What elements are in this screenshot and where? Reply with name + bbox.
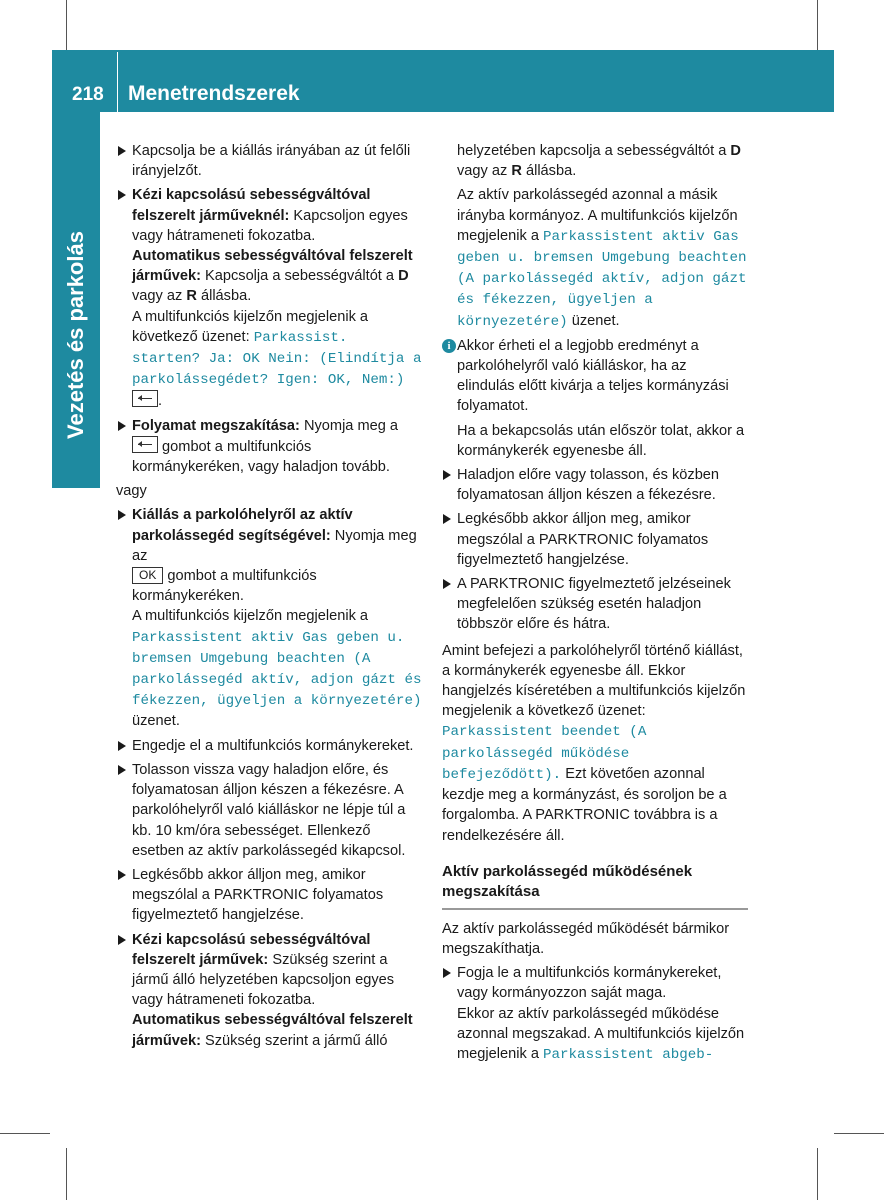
crop-mark [817,1148,818,1200]
paragraph: Amint befejezi a parkolóhelyről történő kiállást, a kormánykerék egyenesbe áll. Ekkor hangjelzés kíséretében a multifunkciós kijelzőn megjelenik a következő üzenet: Parkassistent beendet (A parkolássegéd működése befejeződött). Ezt követően azonnal kezdje meg a kormányzást, és soroljon be a forgalomba. A PARKTRONIC továbbra is a rendelkezésére áll. [442,642,746,844]
crop-mark [834,1133,884,1134]
side-tab-label: Vezetés és parkolás [63,231,88,439]
section-heading: Aktív parkolássegéd működésének megszakítása [442,862,748,910]
display-message: Parkassistent abgeb- [543,1046,714,1063]
ok-button-icon: OK [132,567,163,584]
list-item: Kapcsolja be a kiállás irányában az út felőli irányjelzőt. [117,141,423,181]
display-message: Parkassistent aktiv Gas geben u. bremsen Umgebung beachten (A parkolássegéd aktív, adjon gázt és fékezzen, ügyeljen a környezetére) [457,228,747,330]
back-button-icon [132,436,158,453]
list-item: Engedje el a multifunkciós kormánykereket. [117,736,423,756]
left-column [117,141,423,1055]
list-item: Legkésőbb akkor álljon meg, amikor megszólal a PARKTRONIC folyamatos figyelmeztető hangjelzése. [117,865,423,926]
display-message: Parkassistent aktiv Gas geben u. bremsen Umgebung beachten (A parkolássegéd aktív, adjon gázt és fékezzen, ügyeljen a környezetére) [132,629,422,710]
display-message: Parkassistent beendet (A parkolássegéd működése befejeződött). [442,724,647,783]
list-item: Legkésőbb akkor álljon meg, amikor megszólal a PARKTRONIC folyamatos figyelmeztető hangjelzése. [442,509,748,570]
list-item: Tolasson vissza vagy haladjon előre, és folyamatosan álljon készen a fékezésre. A parkolóhelyről való kiálláskor ne lépje túl a kb. 10 km/óra sebességet. Ellenkező esetben az aktív parkolássegéd kikapcsol. [117,760,423,861]
list-item: Haladjon előre vagy tolasson, és közben folyamatosan álljon készen a fékezésre. [442,465,748,505]
page-number: 218 [72,84,104,105]
crop-mark [66,0,67,50]
list-item: Kiállás a parkolóhelyről az aktív parkolássegéd segítségével: Nyomja meg az OK gombot a multifunkciós kormánykeréken. A multifunkciós kijelzőn megjelenik a Parkassistent aktiv Gas geben u. bremsen Umgebung beachten (A parkolássegéd aktív, adjon gázt és fékezzen, ügyeljen a környezetére) üzenet. [117,505,423,731]
crop-mark [0,1133,50,1134]
paragraph: helyzetében kapcsolja a sebességváltót a D vagy az R állásba. [457,143,741,180]
info-icon: i [442,339,456,353]
list-item: Kézi kapcsolású sebességváltóval felszerelt járműveknél: Kapcsoljon egyes vagy hátrameneti fokozatba. Automatikus sebességváltóval felszerelt járművek: Kapcsolja a sebességváltót a D vagy az R állásba. A multifunkciós kijelzőn megjelenik a következő üzenet: Parkassist. starten? Ja: OK Nein: (Elindítja a parkolássegédet? Igen: OK, Nem:) . [117,185,423,411]
header-divider [117,52,118,112]
display-message: Parkassist. starten? Ja: OK Nein: (Elindítja a parkolássegédet? Igen: OK, Nem:) [132,329,422,389]
crop-mark [66,1148,67,1200]
list-item: Kézi kapcsolású sebességváltóval felszerelt járművek: Szükség szerint a jármű álló helyzetében kapcsoljon egyes vagy hátrameneti fokozatba. Automatikus sebességváltóval felszerelt járművek: Szükség szerint a jármű álló [117,930,423,1051]
list-item: Folyamat megszakítása: Nyomja meg a gombot a multifunkciós kormánykeréken, vagy haladjon tovább. [117,416,423,478]
list-item: A PARKTRONIC figyelmeztető jelzéseinek megfelelően szükség esetén haladjon többször előre és hátra. [442,574,748,635]
list-item: Fogja le a multifunkciós kormánykereket, vagy kormányozzon saját maga. Ekkor az aktív parkolássegéd működése azonnal megszakad. A multifunkciós kijelzőn megjelenik a Parkassistent abgeb- [442,963,748,1065]
back-button-icon [132,390,158,407]
right-column [442,141,748,1069]
paragraph: Az aktív parkolássegéd működését bármikor megszakíthatja. [442,920,730,957]
crop-mark [817,0,818,50]
info-note: i Akkor érheti el a legjobb eredményt a parkolóhelyről való kiálláskor, ha az elindulás előtt kivárja a teljes kormányzási folyamatot. Ha a bekapcsolás után először tolat, akkor a kormánykerék egyenesbe áll. [442,336,748,461]
paragraph: Az aktív parkolássegéd azonnal a másik irányba kormányoz. A multifunkciós kijelzőn megjelenik a Parkassistent aktiv Gas geben u. bremsen Umgebung beachten (A parkolássegéd aktív, adjon gázt és fékezzen, ügyeljen a környezetére) üzenet. [457,187,747,330]
or-word: vagy [116,483,147,500]
chapter-title: Menetrendszerek [128,82,300,105]
